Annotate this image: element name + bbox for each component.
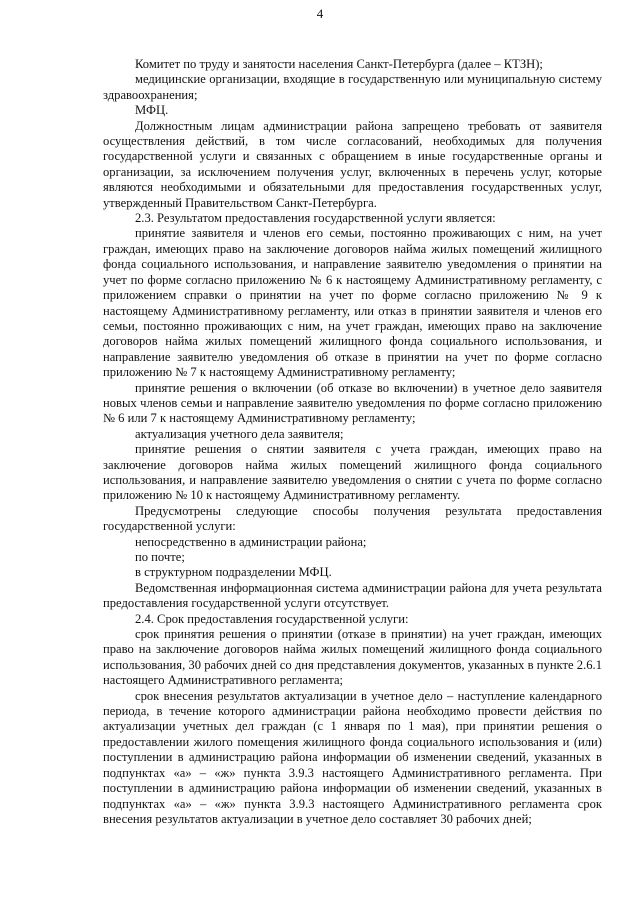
document-body <box>103 57 602 827</box>
paragraph-methods-heading: Предусмотрены следующие способы получения результата предоставления государственной услуги: <box>103 503 602 534</box>
page-number: 4 <box>316 6 324 21</box>
paragraph-section-2-4-heading: 2.4. Срок предоставления государственной услуги: <box>135 611 409 626</box>
paragraph-decision-deadline: срок принятия решения о принятии (отказе в принятии) на учет граждан, имеющих право на заключение договоров найма жилых помещений жилищного фонда социального использования, 30 рабочих дней со дня представления документов, указанных в пункте 2.6.1 настоящего Административного регламента; <box>103 627 602 688</box>
paragraph-medical-organizations: медицинские организации, входящие в государственную или муниципальную систему здравоохранения; <box>103 72 602 102</box>
paragraph-family-inclusion: принятие решения о включении (об отказе во включении) в учетное дело заявителя новых членов семьи и направление заявителю уведомления по форме согласно приложению № 6 или 7 к настоящему Административному регламенту; <box>103 380 602 426</box>
paragraph-actualization-deadline: срок внесения результатов актуализации в учетное дело – наступление календарного периода, в течение которого администрации района необходимо провести действия по актуализации учетных дел граждан (с 1 января по 1 мая), при принятии решения о предоставлении жилого помещения жилищного фонда социального использования и (или) поступлении в администрацию района информации об изменении сведений, указанных в подпунктах «а» – «ж» пункта 3.9.3 настоящего Административного регламента. При поступлении в администрацию района информации об изменении сведений, указанных в подпунктах «а» – «ж» пункта 3.9.3 настоящего Административного регламента срок внесения результатов актуализации в учетное дело составляет 30 рабочих дней; <box>103 688 602 826</box>
paragraph-ktzn: Комитет по труду и занятости населения Санкт-Петербурга (далее – КТЗН); <box>135 57 543 71</box>
paragraph-method-mfc: в структурном подразделении МФЦ. <box>135 565 332 580</box>
paragraph-method-admin: непосредственно в администрации района; <box>135 534 367 549</box>
paragraph-section-2-3-heading: 2.3. Результатом предоставления государственной услуги является: <box>135 211 496 226</box>
paragraph-mfc: МФЦ. <box>135 103 169 118</box>
paragraph-actualization: актуализация учетного дела заявителя; <box>135 426 344 441</box>
paragraph-method-post: по почте; <box>135 550 185 564</box>
paragraph-registration-result: принятие заявителя и членов его семьи, постоянно проживающих с ним, на учет граждан, имеющих право на заключение договоров найма жилых помещений жилищного фонда социального использования, и направление заявителю уведомления о принятии на учет по форме согласно приложению № 6 к настоящему Административному регламенту, с приложением справки о принятии на учет по форме согласно приложению № 9 к настоящему Административному регламенту, или отказ в принятии заявителя и членов его семьи, постоянно проживающих с ним, на учет граждан, имеющих право на заключение договоров найма жилых помещений жилищного фонда социального использования, и направление заявителю уведомления об отказе в принятии на учет по форме согласно приложению № 7 к настоящему Административному регламенту; <box>103 226 602 380</box>
paragraph-information-system: Ведомственная информационная система администрации района для учета результата предоставления государственной услуги отсутствует. <box>103 580 602 611</box>
paragraph-prohibition: Должностным лицам администрации района запрещено требовать от заявителя осуществления действий, в том числе согласований, необходимых для получения государственной услуги и связанных с обращением в иные государственные органы и организации, за исключением получения услуг, включенных в перечень услуг, которые являются необходимыми и обязательными для предоставления государственных услуг, утвержденный Правительством Санкт-Петербурга. <box>103 118 602 210</box>
paragraph-removal: принятие решения о снятии заявителя с учета граждан, имеющих право на заключение договоров найма жилых помещений жилищного фонда социального использования, и направление заявителю уведомления о снятии с учета по форме согласно приложению № 10 к настоящему Административному регламенту. <box>103 442 602 503</box>
